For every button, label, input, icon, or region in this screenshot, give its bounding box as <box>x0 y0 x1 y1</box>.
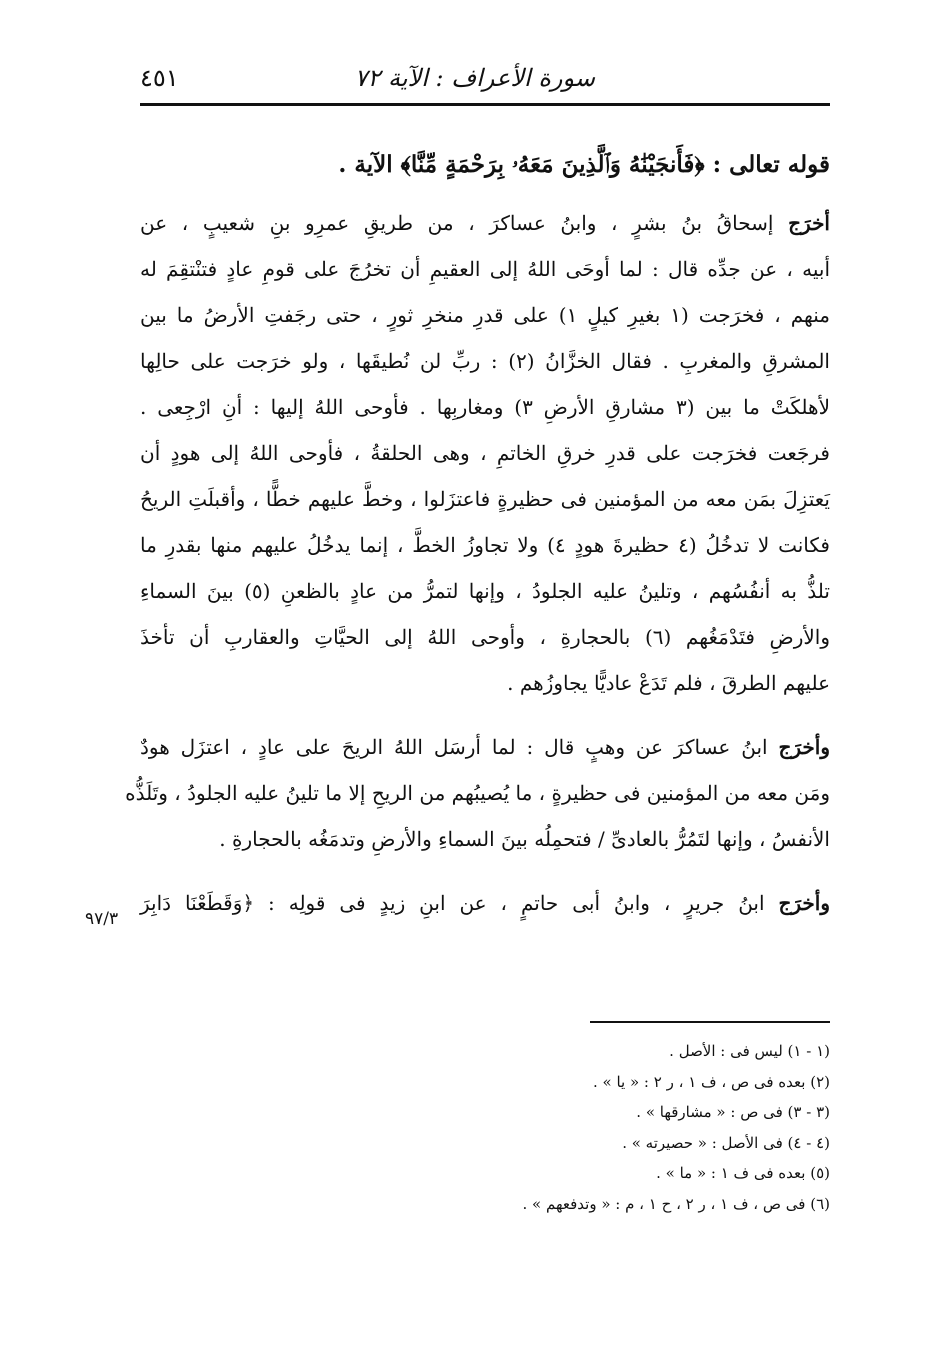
header-rule <box>140 103 830 106</box>
text-line: منهم ، فخرَجت (١ بغيرِ كيلٍ ١) على قدرِ منخرِ ثورٍ ، حتى رجَفتِ الأرضُ ما بين <box>140 303 830 327</box>
text-line: تلذُّ به أنفُسُهم ، وتلينُ عليه الجلودُ ، وإنها لتمرُّ من عادٍ بالظعنِ (٥) بينَ السماءِ <box>140 579 830 603</box>
text-line: أخرَج إسحاقُ بنُ بشرٍ ، وابنُ عساكرَ ، من طريقِ عمرِو بنِ شعيبٍ ، عن <box>140 211 830 235</box>
paragraph-3 <box>140 880 830 926</box>
text-line: يَعتزِلَ بمَن معه من المؤمنين فى حظيرةٍ فاعتزَلوا ، وخطَّ عليهم خطًّا ، وأقبلَتِ الريحُ <box>140 487 830 511</box>
text-line: أبيه ، عن جدِّه قال : لما أوحَى اللهُ إلى العقيمِ أن تخرُجَ على قومِ عادٍ فتنْتقِمَ له <box>140 257 830 281</box>
footnote: (٥) بعده فى ف ١ : « ما » . <box>656 1164 830 1182</box>
footnote: (١ - ١) ليس فى : الأصل . <box>669 1042 830 1060</box>
paragraph-lead: أخرَج <box>788 211 830 235</box>
paragraph-lead: وأخرَج <box>778 735 830 759</box>
paragraph-2 <box>125 724 830 862</box>
paragraph-1 <box>140 200 830 706</box>
footnote: (٤ - ٤) فى الأصل : « حصيرته » . <box>622 1133 830 1152</box>
text-line: ومَن معه من المؤمنين فى حظيرةٍ ، ما يُصيبُهم من الريحِ إلا ما تلينُ عليه الجلودُ ، وتَلَذُّه <box>125 781 830 805</box>
text-line: وأخرَج ابنُ جريرٍ ، وابنُ أبى حاتمٍ ، عن ابنِ زيدٍ فى قولِه : ﴿وَقَطَعْنَا دَابِرَ <box>140 891 831 915</box>
verse-heading: قوله تعالى : ﴿فَأَنجَيْنَٰهُ وَٱلَّذِينَ مَعَهُۥ بِرَحْمَةٍ مِّنَّا﴾ الآية . <box>338 151 830 178</box>
text-line: فكانت لا تدخُلُ (٤ حظيرةَ هودٍ ٤) ولا تجاوزُ الخطَّ ، إنما يدخُلُ عليهم منها بقدرِ ما <box>140 533 830 557</box>
text-line: الأنفسُ ، وإنها لتَمُرُّ بالعادىِّ / فتحمِلُه بينَ السماءِ والأرضِ وتدمَغُه بالحجارةِ . <box>219 827 830 851</box>
footnote: (٣ - ٣) فى ص : « مشارقها » . <box>636 1103 830 1121</box>
paragraph-lead: وأخرَج <box>778 891 831 915</box>
running-header <box>140 58 830 98</box>
footnotes <box>410 1036 830 1219</box>
surah-title: سورة الأعراف : الآية ٧٢ <box>354 64 595 92</box>
text-line: المشرقِ والمغربِ . فقال الخزَّانُ (٢) : ربِّ لن نُطيقَها ، ولو خرَجت على حالِها <box>140 349 830 373</box>
text-line: فرجَعت فخرَجت على قدرِ خرقِ الخاتمِ ، وهى الحلقةُ ، فأوحى اللهُ إلى هودٍ أن <box>140 441 830 465</box>
margin-reference: ٩٧/٣ <box>85 909 119 929</box>
text-line: والأرضِ فتَدْمَغُهم (٦) بالحجارةِ ، وأوحى اللهُ إلى الحيَّاتِ والعقاربِ أن تأخذَ <box>140 625 830 649</box>
main-text <box>125 140 831 926</box>
text-line: لأهلكَتْ ما بين (٣ مشارقِ الأرضِ ٣) ومغاربِها . فأوحى اللهُ إليها : أنِ ارْجِعى . <box>140 395 830 419</box>
footnote: (٦) فى ص ، ف ١ ، ر ٢ ، ح ١ ، م : « وتدفعهم » . <box>522 1194 830 1213</box>
text-line: عليهم الطرقَ ، فلم تَدَعْ عاديًّا يجاوزُهم . <box>507 671 830 695</box>
page-number: ٤٥١ <box>140 64 179 92</box>
text-line: وأخرَج ابنُ عساكرَ عن وهبٍ قال : لما أرسَل اللهُ الريحَ على عادٍ ، اعتزَل هودٌ <box>140 735 830 759</box>
footnote-rule <box>590 1021 830 1023</box>
footnote: (٢) بعده فى ص ، ف ١ ، ر ٢ : « يا » . <box>592 1072 830 1091</box>
